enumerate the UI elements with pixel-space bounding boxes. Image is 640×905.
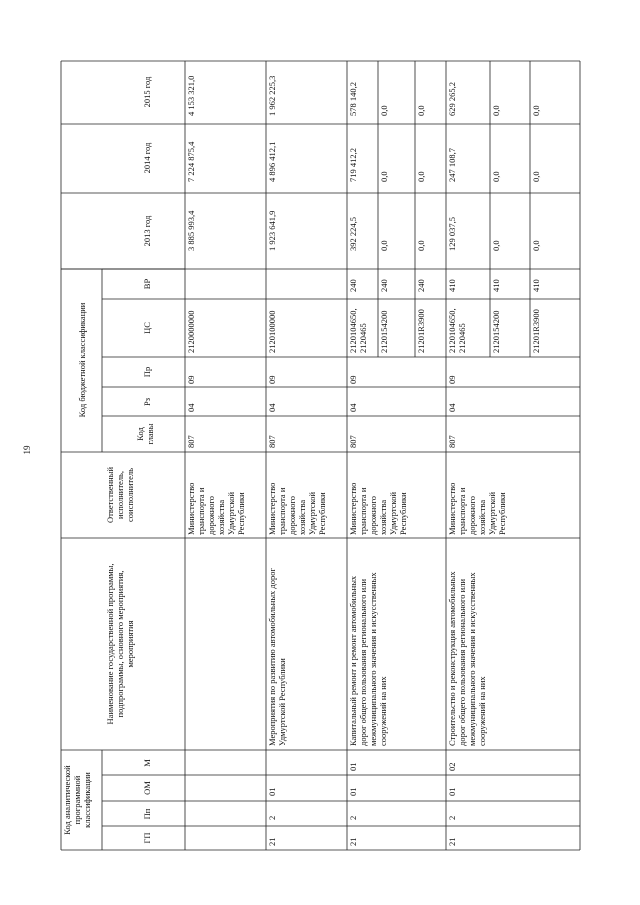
- cell-pr: 09: [348, 375, 358, 384]
- cell-cs: 21201R3900: [416, 309, 426, 353]
- cell-2015: 4 153 321,0: [186, 75, 196, 116]
- header-budget-group: Код бюджетной классификации: [77, 302, 87, 418]
- cell-2014: 0,0: [379, 171, 389, 182]
- cell-2013: 392 224,5: [348, 217, 358, 251]
- cell-cs: 2120104650,2120465: [447, 308, 467, 353]
- cell-cs: 2120000000: [186, 310, 196, 353]
- cell-pp: 2: [447, 815, 457, 820]
- cell-executor: Министерствотранспорта идорожногохозяйстваУдмуртскойРеспублики: [186, 482, 246, 535]
- cell-m: 02: [447, 762, 457, 771]
- cell-glava: 807: [447, 435, 457, 448]
- cell-vr: 410: [531, 279, 541, 292]
- header-executor: Ответственныйисполнитель,соисполнитель: [105, 467, 135, 523]
- cell-2015: 0,0: [491, 105, 501, 116]
- cell-pr: 09: [267, 375, 277, 384]
- cell-2013: 0,0: [416, 240, 426, 251]
- cell-vr: 240: [348, 279, 358, 292]
- cell-rz: 04: [348, 403, 358, 412]
- cell-rz: 04: [267, 403, 277, 412]
- cell-cs: 2120154200: [491, 310, 501, 353]
- cell-2014: 719 412,2: [348, 148, 358, 182]
- header-m: М: [142, 759, 152, 767]
- cell-pr: 09: [186, 375, 196, 384]
- cell-2015: 629 265,2: [447, 82, 457, 116]
- cell-om: 01: [267, 787, 277, 796]
- cell-2014: 4 896 412,1: [267, 141, 277, 182]
- cell-pp: 2: [267, 815, 277, 820]
- header-name: Наименование государственной программы,подпрограммы, основного мероприятия,мероприятия: [105, 563, 135, 725]
- cell-2014: 0,0: [531, 171, 541, 182]
- header-gp: ГП: [142, 832, 152, 844]
- cell-2015: 578 140,2: [348, 82, 358, 116]
- page-number: 19: [22, 445, 32, 455]
- header-cs: ЦС: [142, 322, 152, 334]
- cell-executor: Министерствотранспорта идорожногохозяйстваУдмуртскойРеспублики: [348, 482, 408, 535]
- table-grid: [61, 61, 580, 850]
- cell-pr: 09: [447, 375, 457, 384]
- header-analytic-group: Код аналитическойпрограммнойклассификации: [62, 765, 92, 835]
- header-2014: 2014 год: [142, 142, 152, 174]
- cell-2015: 0,0: [531, 105, 541, 116]
- header-kod-glavy: Кодглавы: [135, 423, 155, 445]
- cell-vr: 240: [416, 279, 426, 292]
- cell-executor: Министерствотранспорта идорожногохозяйстваУдмуртскойРеспублики: [267, 482, 327, 535]
- cell-name: Капитальный ремонт и ремонт автомобильныхдорог общего пользования регионального илимежмуниципального значения и искусственныхсооружений на них: [348, 572, 388, 746]
- cell-gp: 21: [348, 837, 358, 846]
- cell-vr: 240: [379, 279, 389, 292]
- header-2013: 2013 год: [142, 215, 152, 247]
- cell-2013: 0,0: [531, 240, 541, 251]
- cell-2013: 129 037,5: [447, 217, 457, 251]
- cell-om: 01: [447, 787, 457, 796]
- cell-2013: 1 923 641,9: [267, 210, 277, 251]
- cell-2015: 0,0: [379, 105, 389, 116]
- cell-glava: 807: [267, 435, 277, 448]
- cell-rz: 04: [186, 403, 196, 412]
- cell-2014: 247 108,7: [447, 148, 457, 182]
- table-text: [62, 76, 541, 846]
- cell-gp: 21: [267, 837, 277, 846]
- cell-2015: 1 962 225,3: [267, 75, 277, 116]
- cell-glava: 807: [186, 435, 196, 448]
- cell-name: Мероприятия по развитию автомобильных дорогУдмуртской Республики: [267, 568, 287, 746]
- cell-om: 01: [348, 787, 358, 796]
- header-vr: ВР: [142, 278, 152, 290]
- cell-2013: 3 885 993,4: [186, 210, 196, 251]
- cell-m: 01: [348, 762, 358, 771]
- cell-cs: 2120154200: [379, 310, 389, 353]
- header-om: ОМ: [142, 781, 152, 795]
- cell-vr: 410: [447, 279, 457, 292]
- cell-rz: 04: [447, 403, 457, 412]
- cell-cs: 21201R3900: [531, 309, 541, 353]
- cell-2014: 0,0: [416, 171, 426, 182]
- cell-2013: 0,0: [379, 240, 389, 251]
- cell-cs: 2120100000: [267, 310, 277, 353]
- cell-2015: 0,0: [416, 105, 426, 116]
- cell-gp: 21: [447, 837, 457, 846]
- header-pp: Пп: [142, 808, 152, 820]
- cell-name: Строительство и реконструкция автомобильныхдорог общего пользования регионального илимежмуниципального значения и искусственныхсооружений на них: [447, 571, 487, 746]
- cell-glava: 807: [348, 435, 358, 448]
- cell-vr: 410: [491, 279, 501, 292]
- cell-2014: 0,0: [491, 171, 501, 182]
- header-rz: Рз: [142, 397, 152, 407]
- header-pr: Пр: [142, 366, 152, 378]
- cell-executor: Министерствотранспорта идорожногохозяйстваУдмуртскойРеспублики: [447, 482, 507, 535]
- header-2015: 2015 год: [142, 76, 152, 108]
- cell-pp: 2: [348, 815, 358, 820]
- cell-2013: 0,0: [491, 240, 501, 251]
- cell-cs: 2120104650,2120465: [348, 308, 368, 353]
- cell-2014: 7 224 875,4: [186, 141, 196, 182]
